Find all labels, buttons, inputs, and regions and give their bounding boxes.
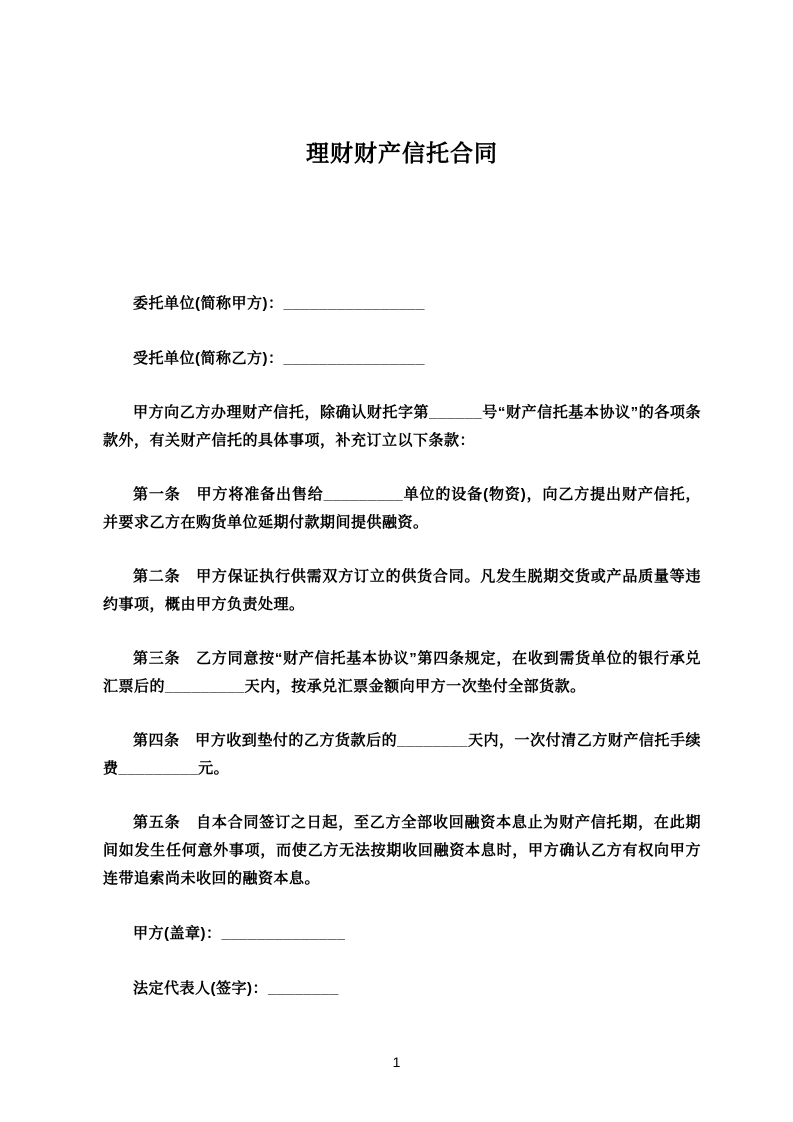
- clause-4: 第四条 甲方收到垫付的乙方货款后的________天内，一次付清乙方财产信托手续费_________元。: [103, 732, 701, 777]
- document-title: 理财财产信托合同: [306, 140, 498, 166]
- legal-representative-sign-line: 法定代表人(签字)：________: [133, 980, 339, 997]
- page-number: 1: [392, 1054, 401, 1070]
- clause-5: 第五条 自本合同签订之日起，至乙方全部收回融资本息止为财产信托期，在此期间如发生任何意外事项，而使乙方无法按期收回融资本息时，甲方确认乙方有权向甲方连带追索尚未收回的融资本息。: [103, 814, 701, 887]
- intro-paragraph: 甲方向乙方办理财产信托，除确认财托字第______号“财产信托基本协议”的各项条款外，有关财产信托的具体事项，补充订立以下条款：: [103, 404, 701, 449]
- clause-1: 第一条 甲方将准备出售给_________单位的设备(物资)，向乙方提出财产信托，并要求乙方在购货单位延期付款期间提供融资。: [103, 486, 701, 531]
- clause-3: 第三条 乙方同意按“财产信托基本协议”第四条规定，在收到需货单位的银行承兑汇票后的_________天内，按承兑汇票金额向甲方一次垫付全部货款。: [103, 650, 701, 695]
- party-b-field: 受托单位(简称乙方)：________________: [133, 350, 425, 367]
- party-a-field: 委托单位(简称甲方)：________________: [133, 295, 425, 312]
- party-a-seal-line: 甲方(盖章)：______________: [133, 925, 346, 942]
- clause-2: 第二条 甲方保证执行供需双方订立的供货合同。凡发生脱期交货或产品质量等违约事项，概由甲方负责处理。: [103, 568, 701, 613]
